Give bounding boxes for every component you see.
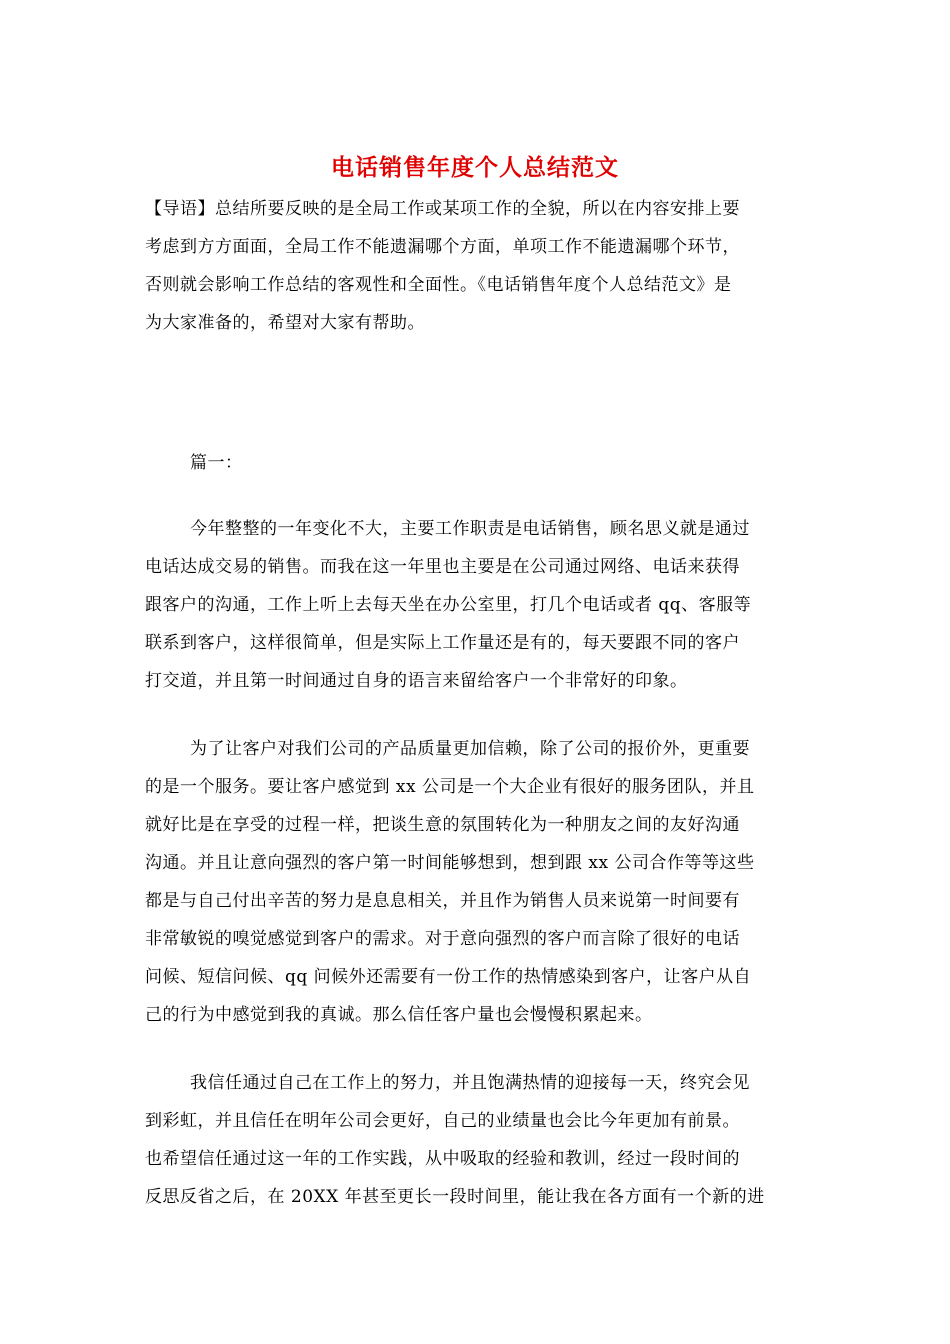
- intro-line: 考虑到方方面面，全局工作不能遗漏哪个方面，单项工作不能遗漏哪个环节，: [145, 237, 740, 257]
- intro-line: 【导语】总结所要反映的是全局工作或某项工作的全貌，所以在内容安排上要: [145, 199, 740, 219]
- paragraph-line: 跟客户的沟通，工作上听上去每天坐在办公室里，打几个电话或者 qq、客服等: [145, 595, 752, 615]
- intro-line: 为大家准备的，希望对大家有帮助。: [145, 313, 425, 333]
- paragraph-line: 也希望信任通过这一年的工作实践，从中吸取的经验和教训，经过一段时间的: [145, 1149, 740, 1169]
- paragraph-line: 都是与自己付出辛苦的努力是息息相关，并且作为销售人员来说第一时间要有: [145, 891, 740, 911]
- paragraph-line: 沟通。并且让意向强烈的客户第一时间能够想到，想到跟 xx 公司合作等等这些: [145, 853, 755, 873]
- paragraph-line: 就好比是在享受的过程一样，把谈生意的氛围转化为一种朋友之间的友好沟通: [145, 815, 740, 835]
- paragraph-line: 电话达成交易的销售。而我在这一年里也主要是在公司通过网络、电话来获得: [145, 557, 740, 577]
- document-title: 电话销售年度个人总结范文: [331, 154, 619, 181]
- paragraph-line: 己的行为中感觉到我的真诚。那么信任客户量也会慢慢积累起来。: [145, 1005, 653, 1025]
- paragraph-line: 打交道，并且第一时间通过自身的语言来留给客户一个非常好的印象。: [145, 671, 688, 691]
- paragraph-line: 今年整整的一年变化不大，主要工作职责是电话销售，顾名思义就是通过: [190, 519, 750, 539]
- paragraph-line: 为了让客户对我们公司的产品质量更加信赖，除了公司的报价外，更重要: [190, 739, 750, 759]
- paragraph-line: 反思反省之后，在 20XX 年甚至更长一段时间里，能让我在各方面有一个新的进: [145, 1187, 765, 1207]
- paragraph-line: 非常敏锐的嗅觉感觉到客户的需求。对于意向强烈的客户而言除了很好的电话: [145, 929, 740, 949]
- paragraph-line: 的是一个服务。要让客户感觉到 xx 公司是一个大企业有很好的服务团队，并且: [145, 777, 755, 797]
- paragraph-line: 到彩虹，并且信任在明年公司会更好，自己的业绩量也会比今年更加有前景。: [145, 1111, 740, 1131]
- section-heading: 篇一：: [190, 453, 243, 473]
- intro-line: 否则就会影响工作总结的客观性和全面性。《电话销售年度个人总结范文》是: [145, 275, 732, 295]
- paragraph-line: 联系到客户，这样很简单，但是实际上工作量还是有的，每天要跟不同的客户: [145, 633, 740, 653]
- paragraph-line: 问候、短信问候、qq 问候外还需要有一份工作的热情感染到客户，让客户从自: [145, 967, 752, 987]
- paragraph-line: 我信任通过自己在工作上的努力，并且饱满热情的迎接每一天，终究会见: [190, 1073, 750, 1093]
